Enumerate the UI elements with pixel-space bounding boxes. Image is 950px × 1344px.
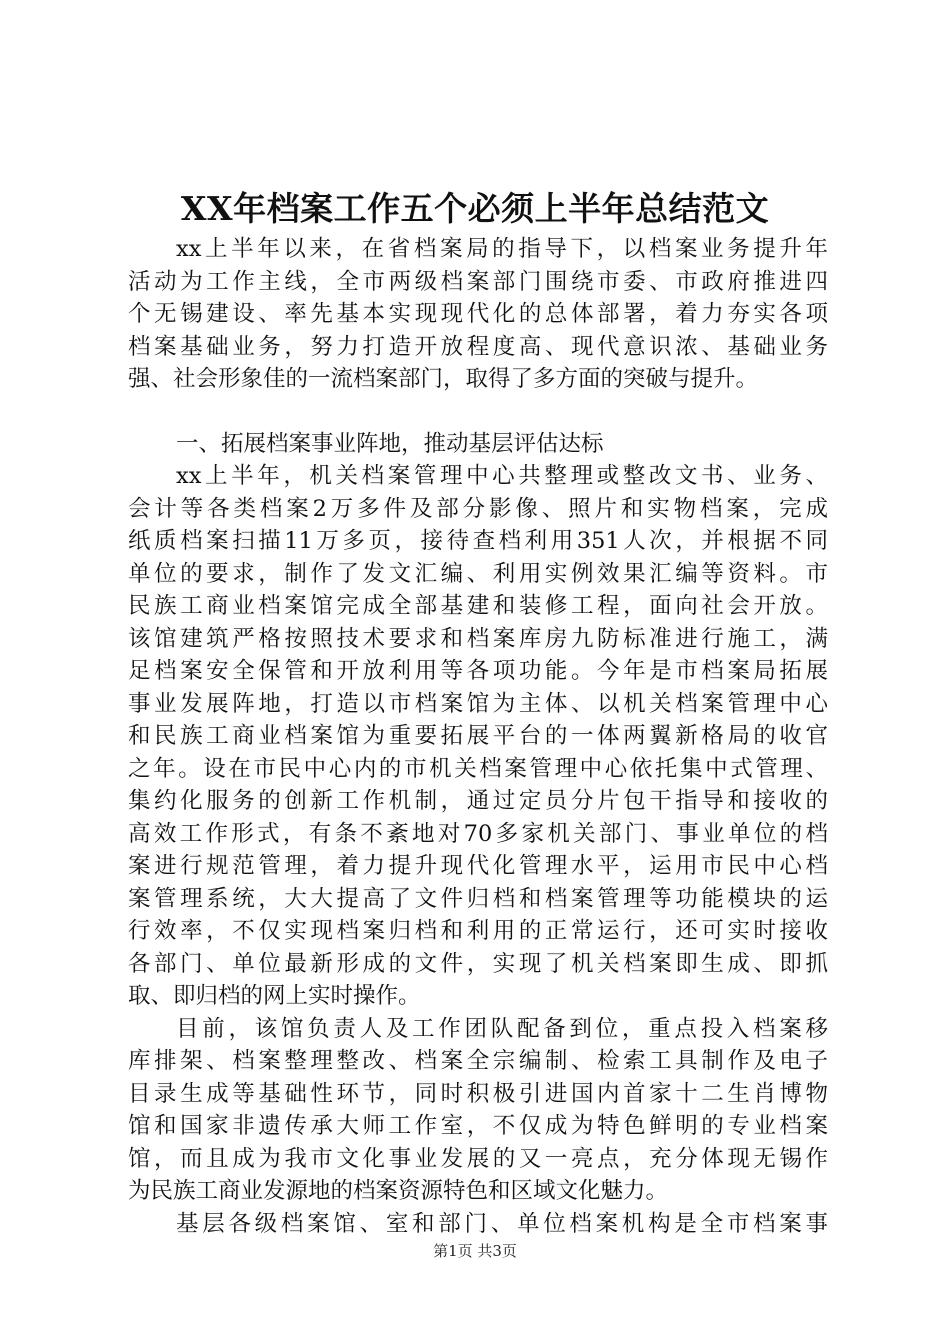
page-footer: 第1页 共3页	[433, 1242, 517, 1260]
paragraph-line: 库排架、档案整理整改、档案全宗编制、检索工具制作及电子	[128, 1048, 828, 1074]
paragraph-line: 和民族工商业档案馆为重要拓展平台的一体两翼新格局的收官	[128, 723, 828, 749]
paragraph-line: 馆，而且成为我市文化事业发展的又一亮点，充分体现无锡作	[128, 1145, 828, 1172]
paragraph-line: 该馆建筑严格按照技术要求和档案库房九防标准进行施工，满	[128, 625, 828, 652]
paragraph-line: 档案基础业务，努力打造开放程度高、现代意识浓、基础业务	[128, 333, 828, 360]
paragraph-line: 为民族工商业发源地的档案资源特色和区域文化魅力。	[128, 1178, 669, 1204]
paragraph-line: xx上半年以来，在省档案局的指导下，以档案业务提升年	[176, 236, 828, 262]
paragraph-line: 目录生成等基础性环节，同时积极引进国内首家十二生肖博物	[128, 1080, 828, 1107]
paragraph-line: 基层各级档案馆、室和部门、单位档案机构是全市档案事	[176, 1210, 828, 1237]
paragraph-line: 取、即归档的网上实时操作。	[128, 983, 421, 1009]
paragraph-line: xx上半年，机关档案管理中心共整理或整改文书、业务、	[176, 463, 828, 489]
section-heading: 一、拓展档案事业阵地，推动基层评估达标	[176, 430, 604, 457]
paragraph-line: 民族工商业档案馆完成全部基建和装修工程，面向社会开放。	[128, 593, 828, 619]
paragraph-gap	[128, 396, 828, 428]
paragraph-line: 纸质档案扫描11万多页，接待查档利用351人次，并根据不同	[128, 528, 828, 554]
paragraph-line: 会计等各类档案2万多件及部分影像、照片和实物档案，完成	[128, 495, 828, 522]
document-title: XX年档案工作五个必须上半年总结范文	[180, 189, 770, 228]
paragraph-line: 集约化服务的创新工作机制，通过定员分片包干指导和接收的	[128, 788, 828, 814]
paragraph-line: 强、社会形象佳的一流档案部门，取得了多方面的突破与提升。	[128, 366, 759, 392]
paragraph-line: 案进行规范管理，着力提升现代化管理水平，运用市民中心档	[128, 853, 828, 879]
paragraph-line: 行效率，不仅实现档案归档和利用的正常运行，还可实时接收	[128, 918, 828, 944]
document-body	[128, 233, 828, 1240]
paragraph-line: 目前，该馆负责人及工作团队配备到位，重点投入档案移	[176, 1015, 828, 1042]
paragraph-line: 馆和国家非遗传承大师工作室，不仅成为特色鲜明的专业档案	[128, 1113, 828, 1139]
paragraph-line: 事业发展阵地，打造以市档案馆为主体、以机关档案管理中心	[128, 690, 828, 717]
paragraph-line: 足档案安全保管和开放利用等各项功能。今年是市档案局拓展	[128, 658, 828, 684]
paragraph-line: 高效工作形式，有条不紊地对70多家机关部门、事业单位的档	[128, 820, 828, 847]
paragraph-line: 案管理系统，大大提高了文件归档和档案管理等功能模块的运	[128, 885, 828, 912]
paragraph-line: 单位的要求，制作了发文汇编、利用实例效果汇编等资料。市	[128, 560, 828, 587]
paragraph-line: 活动为工作主线，全市两级档案部门围绕市委、市政府推进四	[128, 268, 828, 295]
paragraph-line: 之年。设在市民中心内的市机关档案管理中心依托集中式管理、	[128, 755, 828, 782]
paragraph-line: 各部门、单位最新形成的文件，实现了机关档案即生成、即抓	[128, 950, 828, 977]
paragraph-line: 个无锡建设、率先基本实现现代化的总体部署，着力夯实各项	[128, 301, 828, 327]
